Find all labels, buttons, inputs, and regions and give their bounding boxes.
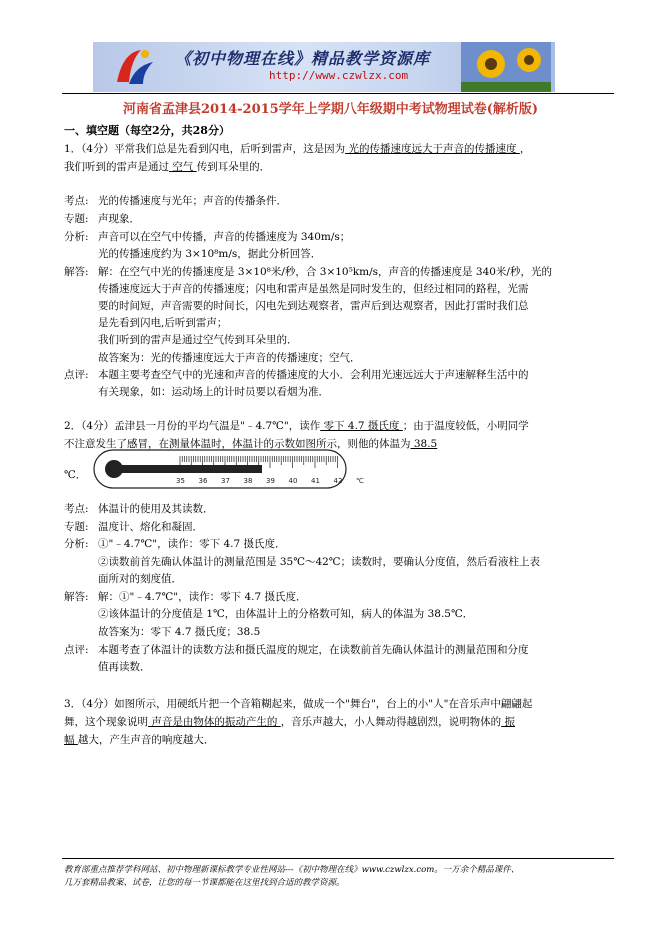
q3-line-2: 舞，这个现象说明 声音是由物体的振动产生的 ，音乐声越大，小人舞动得越剧烈，说明物体的 振 [64, 716, 516, 728]
footer-rule [62, 858, 614, 859]
q2-answer-1: 零下 4.7 摄氏度 [320, 420, 403, 432]
q2-zhuanti: 温度计、熔化和凝固． [98, 521, 203, 533]
document-title: 河南省孟津县2014-2015学年上学期八年级期中考试物理试卷(解析版) [122, 102, 539, 117]
q2-jieda-label: 解答: [64, 591, 89, 603]
thermometer-tick-label: 39 [266, 477, 275, 485]
q1-line-2: 我们听到的雷声是通过 空气 传到耳朵里的． [64, 161, 271, 173]
thermometer-tick-label: 42 [333, 477, 343, 485]
footer-line-2: 几万套精品教案、试卷，让您的每一节课都能在这里找到合适的教学资源。 [64, 878, 345, 888]
q1-fenxi-1: 声音可以在空气中传播，声音的传播速度为 340m/s； [98, 231, 351, 243]
q2-kaodian: 体温计的使用及其读数． [98, 503, 214, 515]
thermometer-tick-label: 38 [243, 477, 253, 485]
thermometer-tick-label: 37 [221, 477, 230, 485]
thermometer-tick-label: 35 [176, 477, 185, 485]
thermometer-tick-label: 36 [198, 477, 208, 485]
q1-dianping-1: 本题主要考查空气中的光速和声音的传播速度的大小．会利用光速远远大于声速解释生活中的 [98, 369, 529, 381]
q1-jieda-2: 传播速度远大于声音的传播速度；闪电和雷声是虽然是同时发生的，但经过相同的路程，光需 [98, 283, 529, 295]
q2-fenxi-3: 面所对的刻度值． [98, 573, 182, 585]
q1-fenxi-label: 分析: [64, 231, 89, 243]
thermometer-tick-label: 41 [311, 477, 320, 485]
q3-answer-1: 声音是由物体的振动产生的 [148, 716, 281, 728]
q1-dianping-label: 点评: [64, 369, 89, 381]
q2-zhuanti-label: 专题: [64, 521, 89, 533]
sunflower-icon [461, 42, 551, 92]
q1-answer-1: 光的传播速度远大于声音的传播速度 [345, 143, 520, 155]
q3-answer-2b: 幅 [64, 734, 78, 746]
section-heading: 一、填空题（每空2分，共28分） [64, 124, 230, 137]
q1-jieda-5: 我们听到的雷声是通过空气传到耳朵里的． [98, 334, 298, 346]
q2-kaodian-label: 考点: [64, 503, 89, 515]
thermometer-tick-label: ℃ [356, 477, 364, 485]
thermometer-mercury [114, 465, 262, 473]
header-banner [93, 42, 555, 92]
q1-zhuanti: 声现象． [98, 213, 140, 225]
q2-line-2: 不注意发生了感冒，在测量体温时，体温计的示数如图所示，则他的体温为 38.5 [64, 438, 438, 450]
q1-jieda-4: 是先看到闪电,后听到雷声； [98, 317, 228, 329]
q1-zhuanti-label: 专题: [64, 213, 89, 225]
q2-jieda-3: 故答案为：零下 4.7 摄氏度；38.5 [98, 626, 261, 638]
header-rule [62, 93, 614, 94]
q2-line-3: ℃． [64, 469, 87, 481]
q3-line-1: 3．（4分）如图所示，用硬纸片把一个音箱糊起来，做成一个"舞台"，台上的小"人"在音乐声中翩翩起 [64, 698, 533, 710]
q2-jieda-1: 解：①"﹣4.7℃"，读作：零下 4.7 摄氏度． [98, 591, 307, 603]
q1-line-1: 1．（4分）平常我们总是先看到闪电，后听到雷声，这是因为 光的传播速度远大于声音的传播速度 ， [64, 143, 531, 155]
q3-line-3: 幅 越大，产生声音的响度越大． [64, 734, 215, 746]
footer-line-1: 教育部重点推荐学科网站、初中物理新课标教学专业性网站---《初中物理在线》www.czwlzx.com。一万余个精品课件、 [64, 865, 520, 875]
q2-answer-2: 38.5 [410, 438, 438, 450]
banner-title: 《初中物理在线》精品教学资源库 [175, 49, 431, 68]
q2-jieda-2: ②该体温计的分度值是 1℃，由体温计上的分格数可知，病人的体温为 38.5℃． [98, 608, 474, 620]
q2-fenxi-1: ①"﹣4.7℃"，读作：零下 4.7 摄氏度． [98, 538, 286, 550]
q1-answer-2: 空气 [169, 161, 197, 173]
site-logo-icon [111, 46, 157, 88]
q1-jieda-1: 解：在空气中光的传播速度是 3×10⁸米/秒，合 3×10⁵km/s，声音的传播速度是 340米/秒，光的 [98, 266, 552, 278]
banner-url: http://www.czwlzx.com [269, 69, 409, 82]
q1-jieda-label: 解答: [64, 266, 89, 278]
q1-dianping-2: 有关现象，如：运动场上的计时员要以看烟为准． [98, 386, 329, 398]
q2-dianping-1: 本题考查了体温计的读数方法和摄氏温度的规定，在读数前首先确认体温计的测量范围和分度 [98, 644, 529, 656]
q3-answer-2a: 振 [501, 716, 516, 728]
q1-fenxi-2: 光的传播速度约为 3×10⁸m/s，据此分析回答． [98, 248, 322, 260]
q2-line-1: 2．（4分）孟津县一月份的平均气温是"﹣4.7℃"，读作 零下 4.7 摄氏度 ；由于温度较低，小明同学 [64, 420, 529, 432]
q2-fenxi-2: ②读数前首先确认体温计的测量范围是 35℃～42℃；读数时，要确认分度值，然后看液柱上表 [98, 556, 541, 568]
q2-dianping-label: 点评: [64, 644, 89, 656]
q1-jieda-3: 要的时间短，声音需要的时间长，闪电先到达观察者，雷声后到达观察者，因此打雷时我们总 [98, 300, 529, 312]
thermometer-figure [88, 448, 364, 490]
q1-kaodian-label: 考点: [64, 195, 89, 207]
q2-dianping-2: 值再读数． [98, 661, 151, 673]
q1-kaodian: 光的传播速度与光年；声音的传播条件． [98, 195, 287, 207]
thermometer-tick-label: 40 [288, 477, 298, 485]
q1-jieda-6: 故答案为：光的传播速度远大于声音的传播速度；空气． [98, 352, 361, 364]
q2-fenxi-label: 分析: [64, 538, 89, 550]
